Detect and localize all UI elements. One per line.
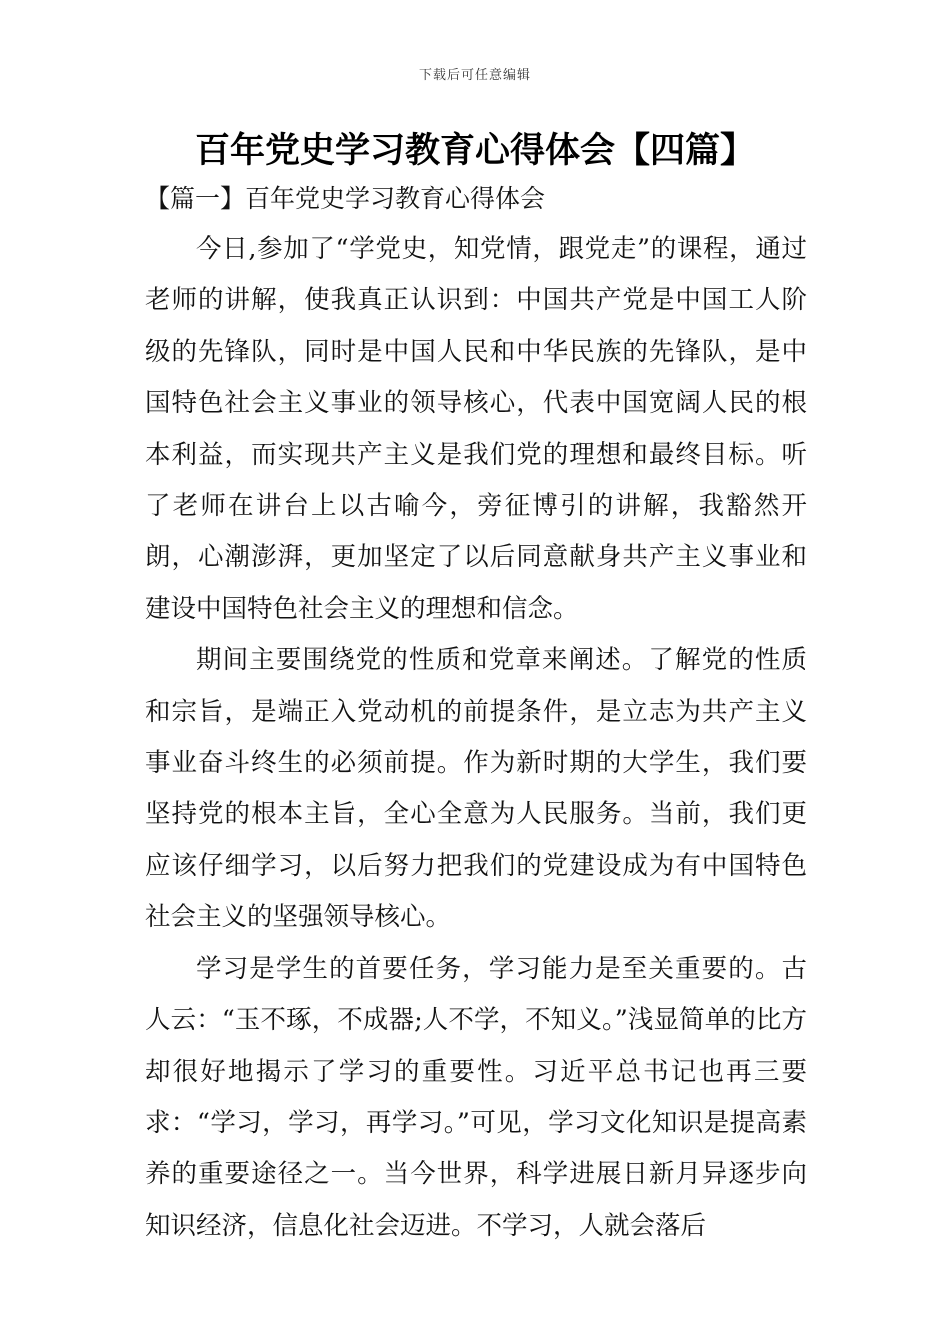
paragraph-1: 今日,参加了“学党史，知党情，跟党走”的课程，通过老师的讲解，使我真正认识到：中国共产党是中国工人阶级的先锋队，同时是中国人民和中华民族的先锋队，是中国特色社会主义事业的领导核心，代表中国宽阔人民的根本利益，而实现共产主义是我们党的理想和最终目标。听了老师在讲台上以古喻今，旁征博引的讲解，我豁然开朗，心潮澎湃，更加坚定了以后同意献身共产主义事业和建设中国特色社会主义的理想和信念。 — [145, 234, 807, 624]
paragraph-3: 学习是学生的首要任务，学习能力是至关重要的。古人云：“玉不琢，不成器;人不学，不知义。”浅显简单的比方却很好地揭示了学习的重要性。习近平总书记也再三要求：“学习，学习，再学习。”可见，学习文化知识是提高素养的重要途径之一。当今世界，科学进展日新月异逐步向知识经济，信息化社会迈进。不学习，人就会落后 — [145, 953, 807, 1241]
header-note: 下载后可任意编辑 — [418, 68, 531, 83]
document-title: 百年党史学习教育心得体会【四篇】 — [194, 130, 755, 171]
paragraph-2: 期间主要围绕党的性质和党章来阐述。了解党的性质和宗旨，是端正入党动机的前提条件，是立志为共产主义事业奋斗终生的必须前提。作为新时期的大学生，我们要坚持党的根本主旨，全心全意为人民服务。当前，我们更应该仔细学习，以后努力把我们的党建设成为有中国特色社会主义的坚强领导核心。 — [145, 645, 807, 933]
section-heading: 【篇一】百年党史学习教育心得体会 — [145, 184, 546, 213]
document-body — [145, 224, 807, 1252]
